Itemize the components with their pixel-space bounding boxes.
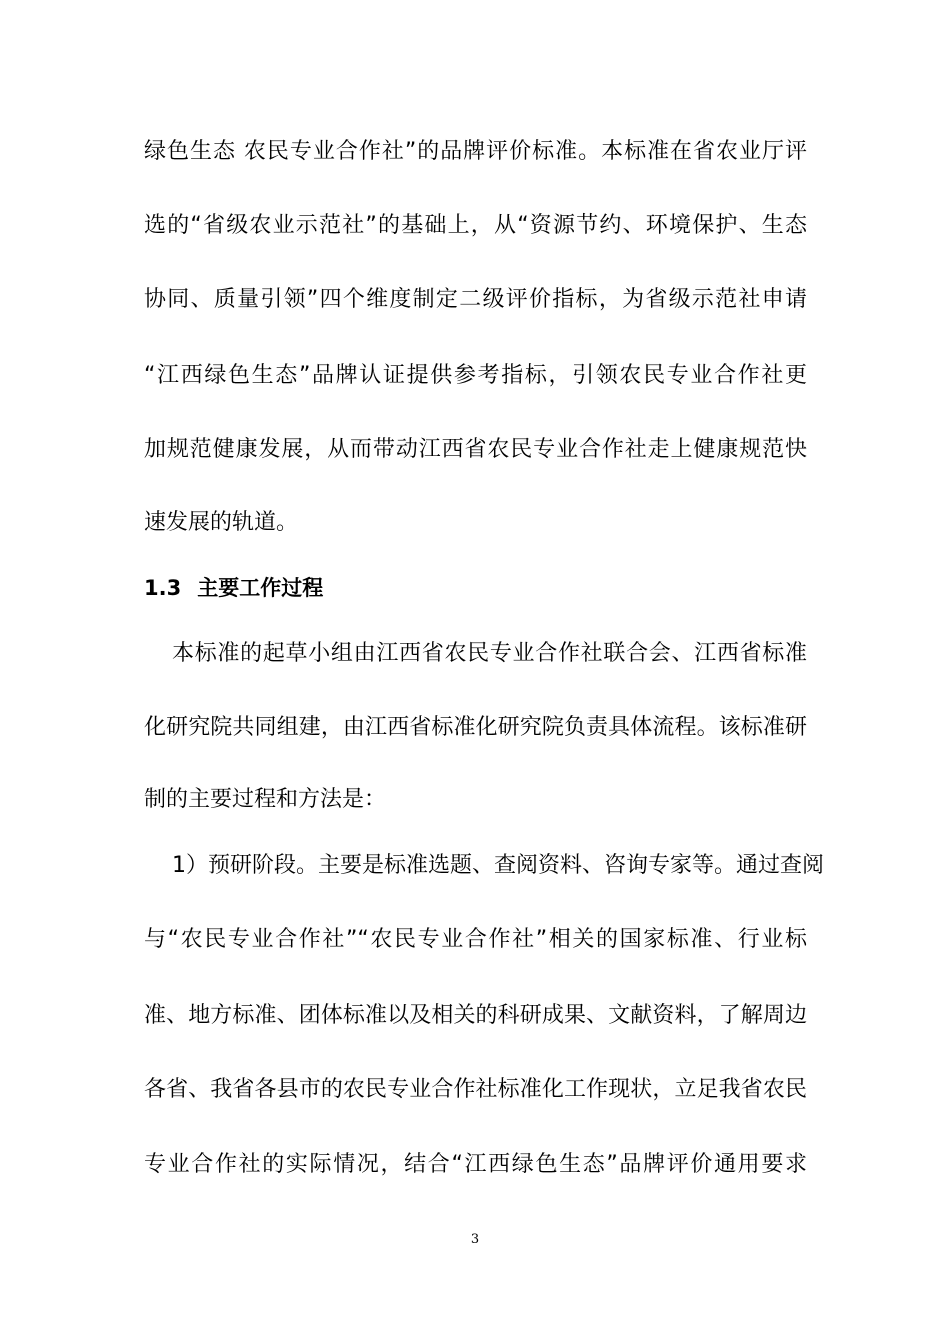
text-line: 选的“省级农业示范社”的基础上，从“资源节约、环境保护、生态 <box>144 213 807 238</box>
section-title: 主要工作过程 <box>197 576 324 600</box>
section-heading <box>144 574 323 602</box>
text-line: 制的主要过程和方法是： <box>144 787 387 812</box>
text-line: 本标准的起草小组由江西省农民专业合作社联合会、江西省标准 <box>172 641 807 666</box>
text-line: 绿色生态 农民专业合作社”的品牌评价标准。本标准在省农业厅评 <box>144 139 807 164</box>
page-number: 3 <box>470 1232 480 1247</box>
text-line: 专业合作社的实际情况，结合“江西绿色生态”品牌评价通用要求 <box>144 1152 807 1177</box>
text-line: 化研究院共同组建，由江西省标准化研究院负责具体流程。该标准研 <box>144 715 807 740</box>
text-line: 1）预研阶段。主要是标准选题、查阅资料、咨询专家等。通过查阅 <box>172 853 824 878</box>
text-line: 各省、我省各县市的农民专业合作社标准化工作现状，立足我省农民 <box>144 1077 807 1102</box>
text-line: “江西绿色生态”品牌认证提供参考指标，引领农民专业合作社更 <box>144 363 807 388</box>
text-line: 协同、质量引领”四个维度制定二级评价指标，为省级示范社申请 <box>144 287 807 312</box>
text-line: 准、地方标准、团体标准以及相关的科研成果、文献资料，了解周边 <box>144 1003 807 1028</box>
text-line: 与“农民专业合作社”“农民专业合作社”相关的国家标准、行业标 <box>144 927 807 952</box>
text-line: 速发展的轨道。 <box>144 510 299 535</box>
text-line: 加规范健康发展，从而带动江西省农民专业合作社走上健康规范快 <box>144 437 807 462</box>
section-number: 1.3 <box>144 576 182 600</box>
